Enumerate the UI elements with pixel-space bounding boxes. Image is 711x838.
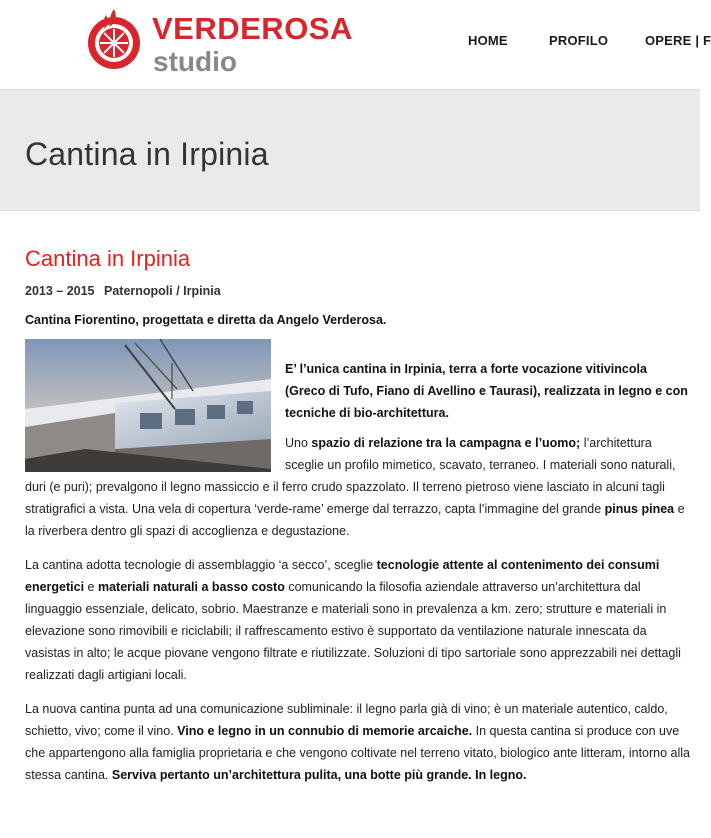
main-nav — [0, 33, 711, 53]
nav-home[interactable]: HOME — [468, 33, 508, 48]
construction-photo — [25, 339, 271, 472]
article-lead: E’ l’unica cantina in Irpinia, terra a forte vocazione vitivincola (Greco di Tufo, Fiano di Avellino e Taurasi), realizzata in legno e con tecniche di bio-architettura. — [285, 362, 688, 420]
brand-name: VERDEROSA — [152, 11, 353, 46]
article-location: Paternopoli / Irpinia — [104, 284, 221, 298]
nav-opere[interactable]: OPERE | F — [645, 33, 711, 48]
page-title: Cantina in Irpinia — [25, 136, 269, 172]
article — [25, 245, 690, 786]
article-paragraph-2: La cantina adotta tecnologie di assemblaggio ‘a secco’, sceglie tecnologie attente al contenimento dei consumi energetici e materiali naturali a basso costo comunicando la filosofia aziendale attraverso un’architettura dal linguaggio essenziale, delicato, sobrio. Maestranze e materiali sono in prevalenza a km. zero; strutture e materiali in elevazione sono rimovibili e riciclabili; il raffrescamento estivo è supportato da ventilazione naturale innescata da vasistas in alto; le acque piovane vengono filtrate e riutilizzate. Soluzioni di tipo sartoriale sono apprezzabili nei dettagli realizzati dagli artigiani locali. — [25, 558, 681, 682]
nav-profilo[interactable]: PROFILO — [549, 33, 609, 48]
article-years: 2013 – 2015 — [25, 284, 95, 298]
project-photo[interactable] — [25, 339, 271, 472]
article-paragraph-1: Uno spazio di relazione tra la campagna e l’uomo; l’architettura sceglie un profilo mimetico, scavato, terraneo. I materiali sono naturali, duri (e puri); prevalgono il legno massiccio e il ferro crudo spazzolato. Il terreno pietroso viene lasciato in alcuni tagli stratigrafici a vista. Una vela di copertura ‘verde-rame’ emerge dal terrazzo, capta l’immagine del grande pinus pinea e la riverbera dentro gli spazi di accoglienza e degustazione. — [25, 436, 685, 538]
site-header — [0, 0, 711, 88]
article-heading: Cantina in Irpinia — [25, 246, 191, 271]
article-meta — [25, 283, 690, 299]
page-title-band — [0, 89, 700, 211]
brand-subtitle: studio — [153, 46, 237, 77]
article-intro: Cantina Fiorentino, progettata e diretta da Angelo Verderosa. — [25, 313, 387, 327]
article-paragraph-3: La nuova cantina punta ad una comunicazione subliminale: il legno parla già di vino; è un materiale autentico, caldo, schietto, vivo; come il vino. Vino e legno in un connubio di memorie arcaiche. In questa cantina si produce con uve che appartengono alla famiglia proprietaria e che vengono coltivate nel terreno vitato, biologico ante litteram, intorno alla stessa cantina. Serviva pertanto un’architettura pulita, una botte più grande. In legno. — [25, 702, 690, 782]
